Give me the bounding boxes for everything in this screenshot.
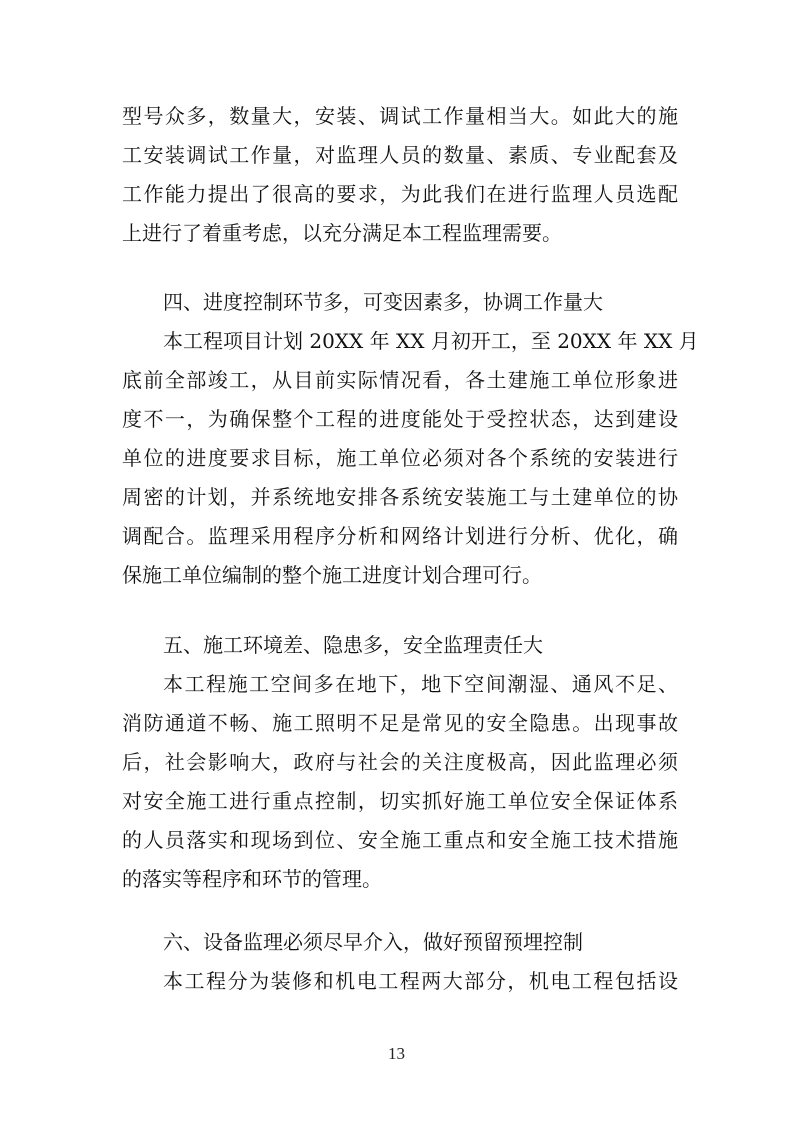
text-line: 保施工单位编制的整个施工进度计划合理可行。 [122,563,542,587]
text-line: 度不一，为确保整个工程的进度能处于受控状态，达到建设 [122,407,678,431]
text-line: 单位的进度要求目标，施工单位必须对各个系统的安装进行 [122,446,678,470]
text-line: 本工程项目计划 20XX 年 XX 月初开工，至 20XX 年 XX 月 [163,329,699,353]
text-line: 周密的计划，并系统地安排各系统安装施工与土建单位的协 [122,485,678,509]
text-line: 型号众多，数量大，安装、调试工作量相当大。如此大的施 [122,104,678,128]
text-line: 消防通道不畅、施工照明不足是常见的安全隐患。出现事故 [122,711,678,735]
section-heading: 四、进度控制环节多，可变因素多，协调工作量大 [163,290,603,314]
text-line: 调配合。监理采用程序分析和网络计划进行分析、优化，确 [122,524,678,548]
section-5 [122,626,678,899]
section-heading: 六、设备监理必须尽早介入，做好预留预埋控制 [163,930,583,954]
text-line: 对安全施工进行重点控制，切实抓好施工单位安全保证体系 [122,789,678,813]
text-line: 本工程分为装修和机电工程两大部分，机电工程包括设 [163,969,678,993]
text-line: 的人员落实和现场到位、安全施工重点和安全施工技术措施 [122,828,678,852]
text-line: 后，社会影响大，政府与社会的关注度极高，因此监理必须 [122,750,678,774]
text-line: 本工程施工空间多在地下，地下空间潮湿、通风不足、 [163,672,678,696]
text-line: 的落实等程序和环节的管理。 [122,867,382,891]
text-line: 底前全部竣工，从目前实际情况看，各土建施工单位形象进 [122,368,678,392]
text-line: 工安装调试工作量，对监理人员的数量、素质、专业配套及 [122,143,678,167]
paragraph-continuation [122,97,678,253]
section-heading: 五、施工环境差、隐患多，安全监理责任大 [163,633,543,657]
text-line: 工作能力提出了很高的要求，为此我们在进行监理人员选配 [122,182,678,206]
page-number: 13 [388,1044,405,1063]
section-6 [122,923,678,1001]
section-4 [122,283,699,595]
text-line: 上进行了着重考虑，以充分满足本工程监理需要。 [122,221,562,245]
